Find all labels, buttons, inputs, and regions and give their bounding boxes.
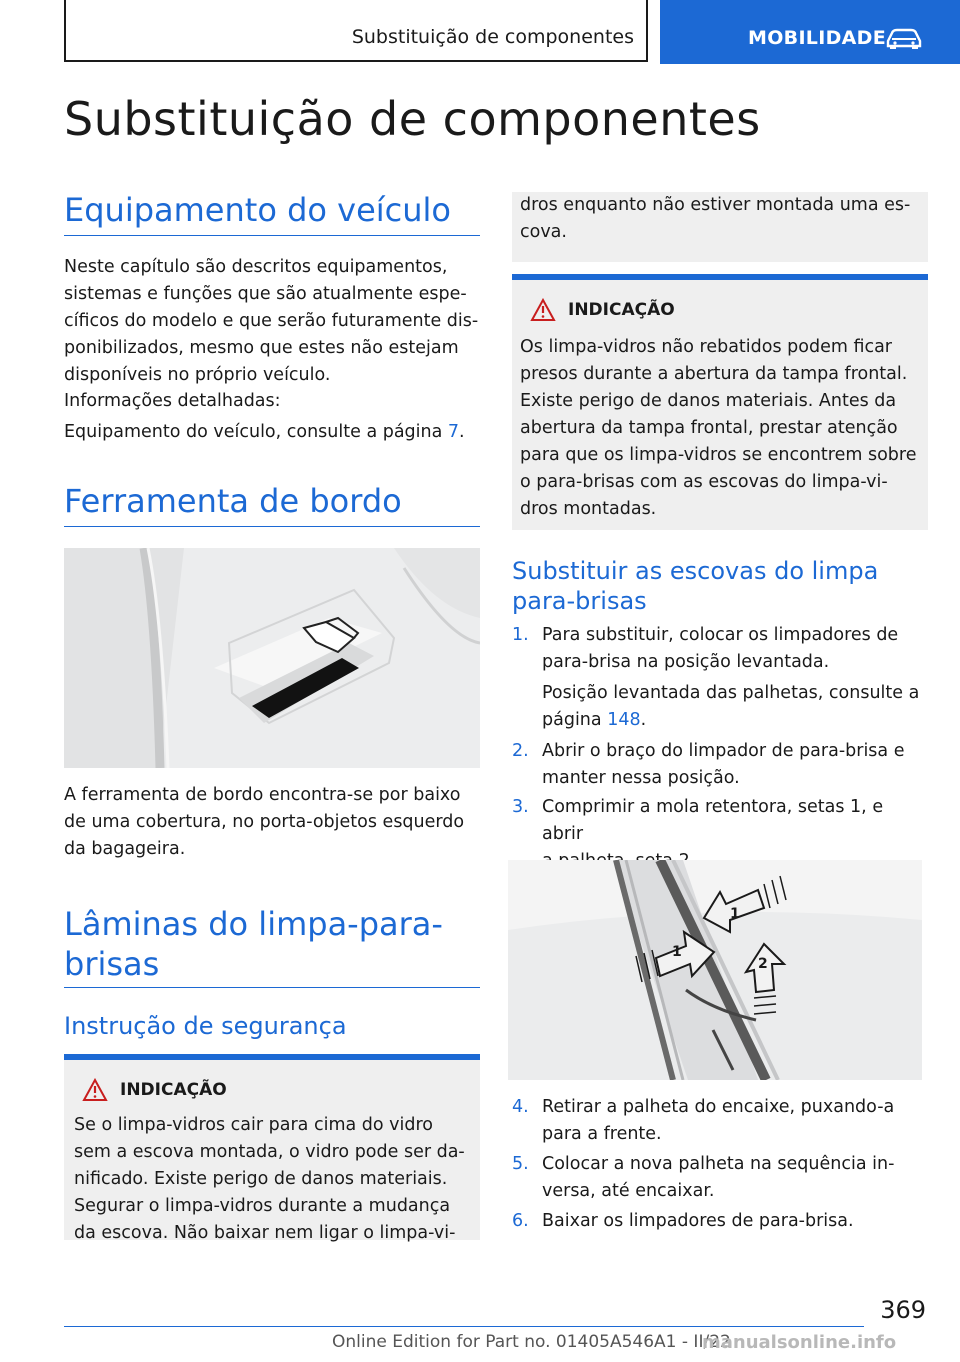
notice-label: INDICAÇÃO (120, 1080, 227, 1100)
header-section-title: Substituição de componentes (351, 26, 634, 48)
notice-text: Os limpa-vidros não rebatidos podem ficar presos durante a abertura da tampa frontal. Existe perigo de danos materiais. Antes da abertura da tampa frontal, prestar atenção para que os limpa-vidros se encontrem sobre o para-brisas com as escovas do limpa-vi- dros montadas. (520, 337, 917, 519)
step-number: 2. (512, 741, 529, 761)
step-number: 3. (512, 797, 529, 817)
intro-paragraph: Neste capítulo são descritos equipamentos, sistemas e funções que são atualmente espe- cíficos do modelo e que serão futuramente dis- ponibilizados, mesmo que estes não estejam disponíveis no próprio veículo. (64, 257, 479, 385)
step-number: 5. (512, 1154, 529, 1174)
footer-edition: Online Edition for Part no. 01405A546A1 - II/22 (332, 1332, 731, 1352)
svg-text:1: 1 (672, 944, 682, 960)
notice-bar (64, 1054, 480, 1060)
header-section-box (64, 0, 648, 62)
wiper-blade-diagram (508, 860, 922, 1080)
page-link-148[interactable]: 148 (607, 710, 641, 730)
header-category-label: MOBILIDADE (748, 27, 887, 49)
page-link-7[interactable]: 7 (447, 422, 460, 442)
heading-rule (64, 526, 480, 527)
heading-rule (64, 235, 480, 236)
header-category-tab[interactable] (660, 0, 960, 64)
car-icon (884, 26, 924, 50)
notice-label: INDICAÇÃO (568, 300, 675, 320)
subheading-safety: Instrução de segurança (64, 1012, 347, 1040)
step-number: 6. (512, 1211, 529, 1231)
svg-text:1: 1 (730, 906, 740, 922)
page-title: Substituição de componentes (64, 92, 761, 146)
notice-text: Se o limpa-vidros cair para cima do vidro sem a escova montada, o vidro pode ser da- nificado. Existe perigo de danos materiais. Segurar o limpa-vidros durante a mudança da escova. Não baixar nem ligar o limpa-vi- (74, 1115, 465, 1243)
page-number: 369 (880, 1296, 926, 1324)
subheading-replace-blades: Substituir as escovas do limpa para-brisas (512, 557, 879, 615)
onboard-tools-photo (64, 548, 480, 768)
notice-box-safety (64, 1054, 480, 1243)
vehicle-equipment-reference: Equipamento do veículo, consulte a página 7. (64, 422, 465, 442)
heading-vehicle-equipment: Equipamento do veículo (64, 191, 451, 229)
info-label: Informações detalhadas: (64, 391, 281, 411)
watermark: manualsonline.info (702, 1332, 897, 1353)
warning-icon (530, 298, 556, 322)
warning-icon (82, 1078, 108, 1102)
onboard-tools-caption: A ferramenta de bordo encontra-se por baixo de uma cobertura, no porta-objetos esquerdo da bagageira. (64, 785, 465, 859)
notice-bar (512, 274, 928, 280)
notice-box-front-lid (512, 274, 928, 530)
heading-wiper-blades: Lâminas do limpa-para- brisas (64, 905, 443, 983)
heading-rule (64, 987, 480, 988)
footer-rule (64, 1326, 864, 1327)
step-number: 4. (512, 1097, 529, 1117)
heading-onboard-tools: Ferramenta de bordo (64, 482, 402, 520)
svg-text:2: 2 (758, 956, 768, 972)
notice-box-safety-continued (512, 192, 928, 262)
notice-text-continued: dros enquanto não estiver montada uma es- cova. (520, 195, 911, 242)
step-number: 1. (512, 625, 529, 645)
